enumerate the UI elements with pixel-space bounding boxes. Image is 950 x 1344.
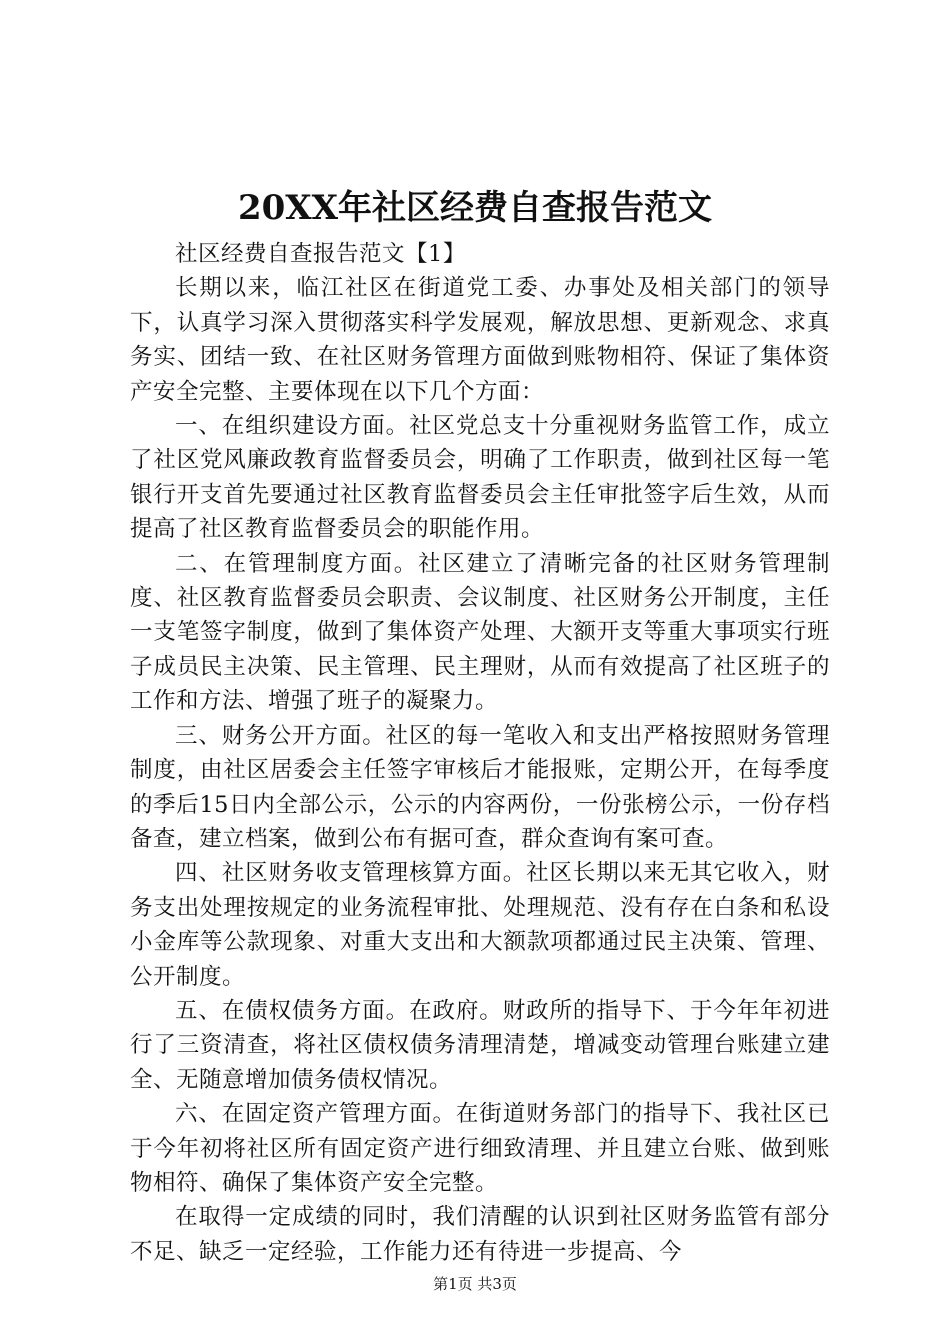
document-title: 20XX年社区经费自查报告范文: [237, 188, 713, 228]
paragraph-organization: 一、在组织建设方面。社区党总支十分重视财务监管工作，成立了社区党风廉政教育监督委员会，明确了工作职责，做到社区每一笔银行开支首先要通过社区教育监督委员会主任审批签字后生效，从而提高了社区教育监督委员会的职能作用。: [130, 413, 830, 543]
paragraph-management-system: 二、在管理制度方面。社区建立了清晰完备的社区财务管理制度、社区教育监督委员会职责、会议制度、社区财务公开制度，主任一支笔签字制度，做到了集体资产处理、大额开支等重大事项实行班子成员民主决策、民主管理、民主理财，从而有效提高了社区班子的工作和方法、增强了班子的凝聚力。: [130, 550, 830, 715]
paragraph-conclusion: 在取得一定成绩的同时，我们清醒的认识到社区财务监管有部分不足、缺乏一定经验，工作能力还有待进一步提高、今: [130, 1204, 830, 1265]
paragraph-fixed-assets: 六、在固定资产管理方面。在街道财务部门的指导下、我社区已于今年初将社区所有固定资产进行细致清理、并且建立台账、做到账物相符、确保了集体资产安全完整。: [130, 1101, 830, 1196]
section-heading: 社区经费自查报告范文【1】: [175, 241, 466, 267]
document-body: [130, 237, 830, 1269]
paragraph-financial-disclosure: 三、财务公开方面。社区的每一笔收入和支出严格按照财务管理制度，由社区居委会主任签字审核后才能报账，定期公开，在每季度的季后15日内全部公示，公示的内容两份，一份张榜公示，一份存档备查，建立档案，做到公布有据可查，群众查询有案可查。: [130, 722, 830, 852]
paragraph-income-expense: 四、社区财务收支管理核算方面。社区长期以来无其它收入，财务支出处理按规定的业务流程审批、处理规范、没有存在白条和私设小金库等公款现象、对重大支出和大额款项都通过民主决策、管理、公开制度。: [130, 860, 830, 990]
page-number-footer: 第1页 共3页: [433, 1275, 517, 1293]
paragraph-debt: 五、在债权债务方面。在政府。财政所的指导下、于今年年初进行了三资清查，将社区债权债务清理清楚，增减变动管理台账建立建全、无随意增加债务债权情况。: [130, 997, 830, 1093]
paragraph-intro: 长期以来，临江社区在街道党工委、办事处及相关部门的领导下，认真学习深入贯彻落实科学发展观，解放思想、更新观念、求真务实、团结一致、在社区财务管理方面做到账物相符、保证了集体资产安全完整、主要体现在以下几个方面：: [130, 275, 830, 405]
